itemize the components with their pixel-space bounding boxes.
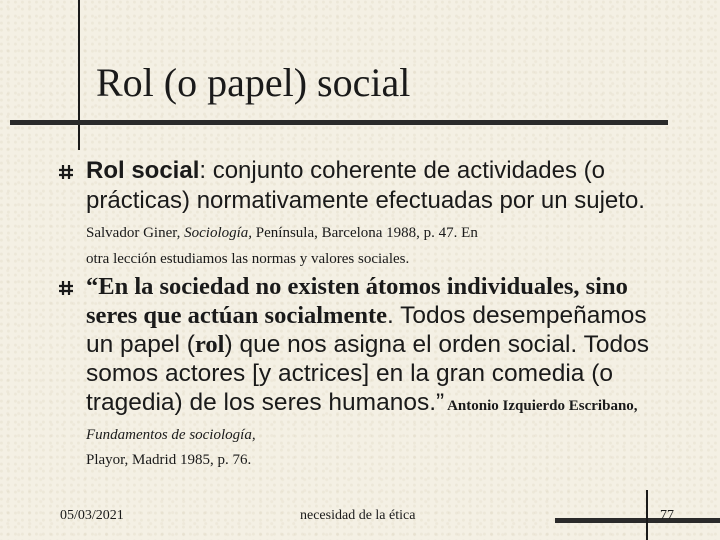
bullet-1-lead (86, 157, 645, 214)
bullet-1-citation-publisher: Península, Barcelona 1988, p. 47. En (252, 225, 478, 241)
bullet-2-bold-quote: “En la sociedad no existen átomos individuales, sino seres que actúan socialmente (86, 273, 628, 329)
page-number: 77 (660, 508, 674, 523)
bullet-2-rol: rol (194, 331, 225, 358)
bullet-1-citation-note: otra lección estudiamos las normas y valores sociales. (86, 251, 410, 267)
bullet-2-rest: ) que nos asigna el orden social. Todos somos actores [y actrices] en la gran comedia (o tragedia) de los seres humanos.” (86, 331, 649, 416)
bullet-2-after-bold: . Todos desempeñamos un papel ( (86, 302, 647, 358)
bullet-1-lead-bold: Rol social (86, 157, 200, 184)
hash-bullet-icon (56, 278, 76, 298)
bullet-quote (86, 272, 656, 470)
bullet-1-citation-title: Sociología, (184, 225, 253, 241)
slide-title: Rol (o papel) social (96, 60, 411, 105)
footer-title: necesidad de la ética (300, 508, 416, 523)
bullet-1-lead-rest: : conjunto coherente de actividades (o prácticas) normativamente efectuadas por un sujeto. (86, 157, 645, 214)
hash-bullet-icon (56, 162, 76, 182)
bullet-rol-social (86, 156, 656, 269)
bullet-2-citation-title: Fundamentos de sociología, (86, 427, 256, 443)
title-horizontal-rule (10, 120, 668, 125)
title-vertical-rule (78, 0, 80, 150)
bullet-1-citation-author: Salvador Giner, (86, 225, 185, 241)
footer-rule (555, 518, 720, 523)
bullet-2-citation-author: Antonio Izquierdo Escribano, (444, 398, 638, 414)
footer-date: 05/03/2021 (60, 508, 124, 523)
bullet-2-citation-publisher: Playor, Madrid 1985, p. 76. (86, 452, 252, 468)
